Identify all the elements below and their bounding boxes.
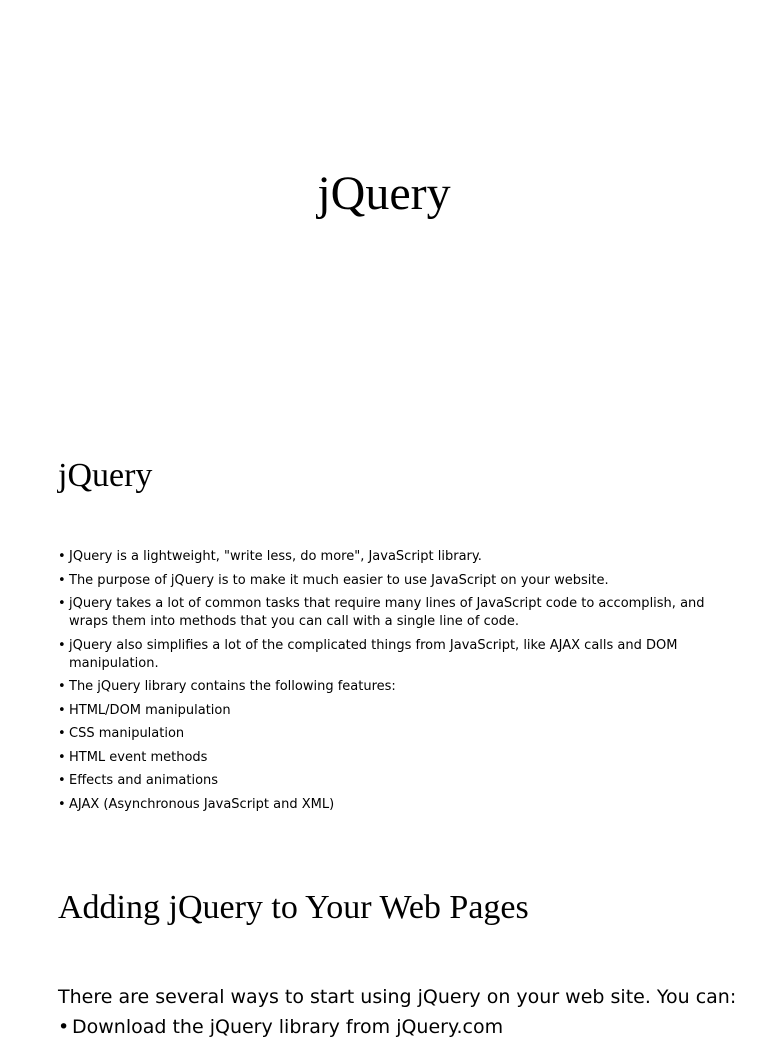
bullet-item: • jQuery also simplifies a lot of the complicated things from JavaScript, like AJAX calls and DOM manipulation. [58,637,718,673]
slide-heading: Adding jQuery to Your Web Pages [58,889,529,926]
slide-heading: jQuery [58,457,153,494]
bullet-item: • Effects and animations [58,772,718,790]
slide-title: jQuery [317,167,451,220]
bullet-item: • AJAX (Asynchronous JavaScript and XML) [58,796,718,814]
bullet-item: • CSS manipulation [58,725,718,743]
title-slide [0,0,768,410]
adding-jquery-slide [0,840,768,1038]
intro-slide [0,410,768,840]
bullet-item: • Download the jQuery library from jQuery.com [58,1014,503,1040]
bullet-list [58,548,718,819]
bullet-list [58,1014,503,1040]
bullet-item: • JQuery is a lightweight, "write less, do more", JavaScript library. [58,548,718,566]
bullet-item: • The jQuery library contains the following features: [58,678,718,696]
bullet-item: • HTML/DOM manipulation [58,702,718,720]
bullet-item: • The purpose of jQuery is to make it much easier to use JavaScript on your website. [58,572,718,590]
bullet-item: • jQuery takes a lot of common tasks that require many lines of JavaScript code to accomplish, and wraps them into methods that you can call with a single line of code. [58,595,718,631]
bullet-item: • HTML event methods [58,749,718,767]
intro-paragraph: There are several ways to start using jQuery on your web site. You can: [58,986,737,1008]
